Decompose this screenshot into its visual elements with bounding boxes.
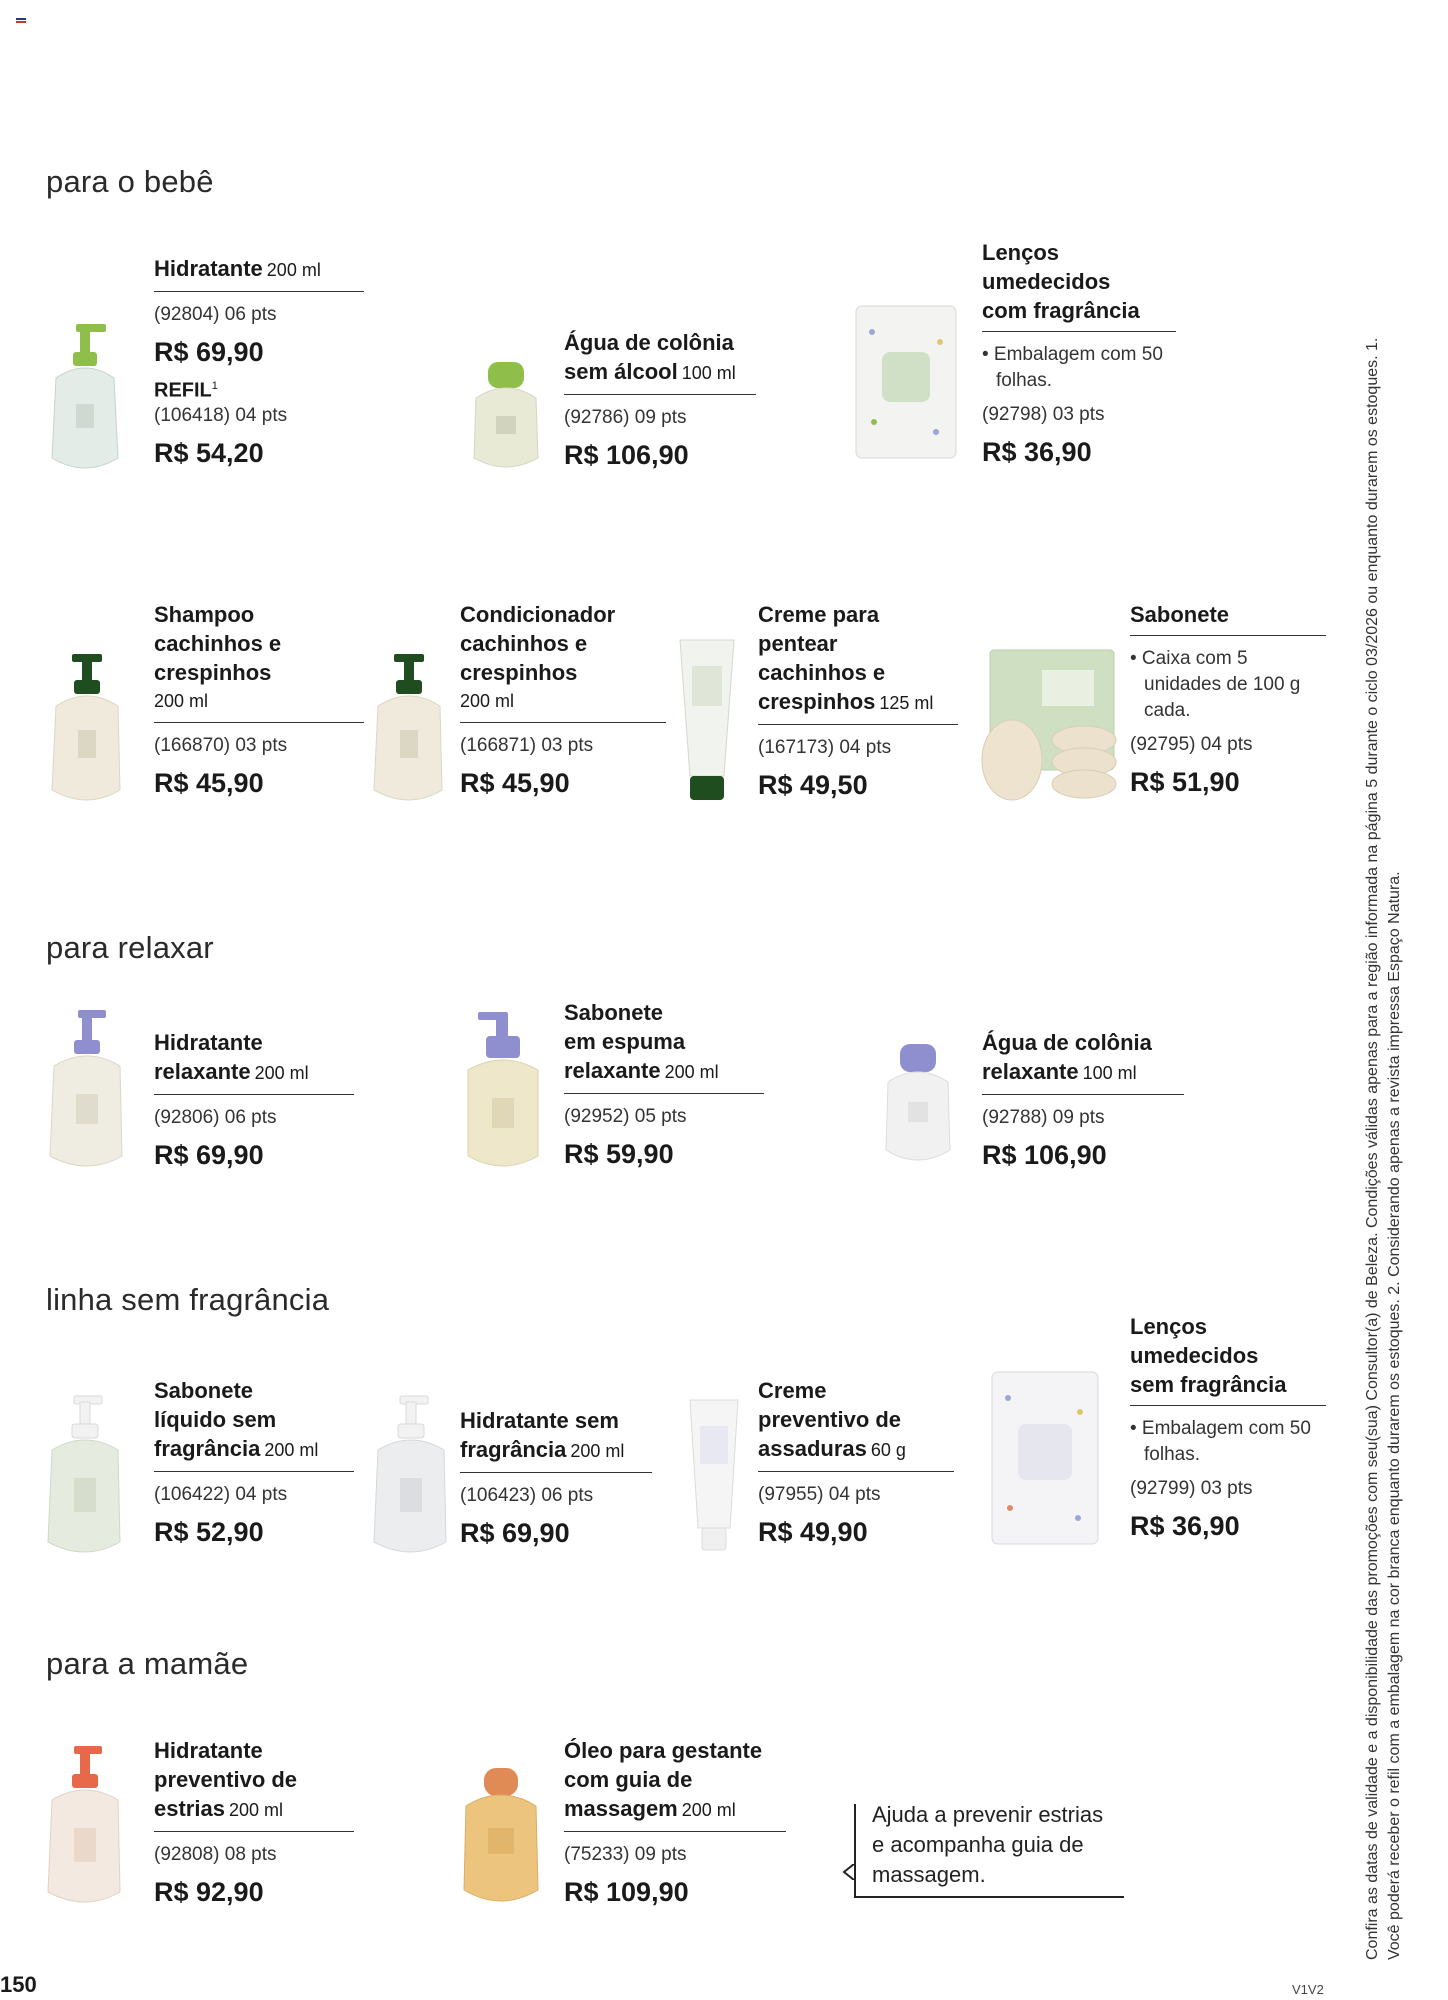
product-price: R$ 69,90 [154,337,264,367]
product-code: (75233) 09 pts [564,1844,687,1865]
product-code: (92788) 09 pts [982,1107,1105,1128]
product-hidratante-relaxante: Hidratante relaxante 200 ml (92806) 06 pts R$ 69,90 [154,1028,354,1171]
product-code: (92798) 03 pts [982,404,1105,425]
product-price: R$ 36,90 [982,437,1092,467]
product-code: (106422) 04 pts [154,1484,288,1505]
legal-note: Confira as datas de validade e a disponibilidade das promoções com seu(sua) Consultor(a) de Beleza. Condições válidas apenas para a região informada na página 5 durante o ciclo 03/2026 ou enquanto durarem os estoques. 1. Você poderá receber o refil com a embalagem na cor branca enquanto durarem os estoques. 2. Considerando apenas a revista impressa Espaço Natura. [1364,337,1403,1960]
product-code: (92799) 03 pts [1130,1478,1253,1499]
product-price: R$ 106,90 [982,1140,1107,1170]
product-description: • Embalagem com 50 folhas. [982,344,1163,391]
shampoo-bottle-image [42,650,132,810]
creme-assaduras-tube-image [684,1396,744,1556]
product-lencos-com-fragrancia: Lenços umedecidos com fragrância • Embalagem com 50 folhas. (92798) 03 pts R$ 36,90 [982,238,1176,468]
hidratante-bottle-image [40,318,130,478]
product-sabonete: Sabonete • Caixa com 5 unidades de 100 g cada. (92795) 04 pts R$ 51,90 [1130,600,1326,798]
product-code: (92806) 06 pts [154,1107,277,1128]
product-shampoo-cachinhos: Shampoo cachinhos e crespinhos 200 ml (166870) 03 pts R$ 45,90 [154,600,364,799]
footnote-ref: 1 [211,380,218,392]
product-code: (97955) 04 pts [758,1484,881,1505]
product-price: R$ 49,90 [758,1517,868,1547]
section-title-relax: para relaxar [46,930,214,965]
product-code: (92808) 08 pts [154,1844,277,1865]
product-oleo-gestante: Óleo para gestante com guia de massagem 200 ml (75233) 09 pts R$ 109,90 [564,1736,786,1908]
product-agua-colonia-sem-alcool: Água de colônia sem álcool 100 ml (92786) 09 pts R$ 106,90 [564,328,756,471]
product-code: (92804) 06 pts [154,304,277,325]
product-code: (92786) 09 pts [564,407,687,428]
product-hidratante [154,254,364,469]
agua-colonia-bottle-image [466,358,546,474]
menu-icon[interactable] [16,18,26,26]
product-agua-colonia-relaxante: Água de colônia relaxante 100 ml (92788) 09 pts R$ 106,90 [982,1028,1184,1171]
refil-code: (106418) 04 pts [154,404,288,426]
hidratante-relaxante-bottle-image [42,1006,132,1176]
product-volume: 200 ml [266,260,321,280]
product-price: R$ 51,90 [1130,767,1240,797]
sabonete-espuma-bottle-image [458,1006,548,1176]
product-price: R$ 45,90 [154,768,264,798]
product-hidratante-estrias: Hidratante preventivo de estrias 200 ml (92808) 08 pts R$ 92,90 [154,1736,354,1908]
product-price: R$ 92,90 [154,1877,264,1907]
section-title-fragrance-free: linha sem fragrância [46,1282,330,1317]
creme-pentear-tube-image [674,636,740,806]
product-code: (106423) 06 pts [460,1485,594,1506]
product-lencos-sem-fragrancia: Lenços umedecidos sem fragrância • Embalagem com 50 folhas. (92799) 03 pts R$ 36,90 [1130,1312,1326,1542]
lencos-package-image [852,302,960,462]
refil-label: REFIL [154,379,212,402]
product-creme-assaduras: Creme preventivo de assaduras 60 g (97955) 04 pts R$ 49,90 [758,1376,954,1548]
product-name: Hidratante [154,256,263,281]
callout-text: Ajuda a prevenir estrias e acompanha guia de massagem. [872,1802,1104,1887]
page-number: 150 [0,1972,37,1997]
product-condicionador-cachinhos: Condicionador cachinhos e crespinhos 200 ml (166871) 03 pts R$ 45,90 [460,600,666,799]
product-description: • Embalagem com 50 folhas. [1130,1418,1311,1465]
product-description: • Caixa com 5 unidades de 100 g cada. [1130,648,1301,721]
agua-colonia-relaxante-bottle-image [878,1040,958,1170]
refil-price: R$ 54,20 [154,437,264,468]
product-price: R$ 52,90 [154,1517,264,1547]
edition-label: V1V2 [1292,1982,1324,1997]
product-price: R$ 106,90 [564,440,689,470]
product-sabonete-espuma-relaxante: Sabonete em espuma relaxante 200 ml (92952) 05 pts R$ 59,90 [564,998,764,1170]
callout-box [852,1800,1122,1900]
product-code: (167173) 04 pts [758,737,892,758]
product-price: R$ 69,90 [154,1140,264,1170]
product-price: R$ 49,50 [758,770,868,800]
product-price: R$ 59,90 [564,1139,674,1169]
section-title-baby: para o bebê [46,164,214,199]
hidratante-estrias-bottle-image [40,1742,130,1912]
product-price: R$ 69,90 [460,1518,570,1548]
product-hidratante-sem-fragrancia: Hidratante sem fragrância 200 ml (106423) 06 pts R$ 69,90 [460,1406,652,1549]
callout-pointer-icon [842,1864,854,1880]
section-title-mom: para a mamãe [46,1646,249,1681]
product-creme-pentear: Creme para pentear cachinhos e crespinhos 125 ml (167173) 04 pts R$ 49,50 [758,600,958,801]
condicionador-bottle-image [364,650,454,810]
sabonete-box-image [972,630,1132,810]
product-sabonete-liquido-sem-fragrancia: Sabonete líquido sem fragrância 200 ml (106422) 04 pts R$ 52,90 [154,1376,354,1548]
product-code: (92795) 04 pts [1130,734,1253,755]
product-code: (92952) 05 pts [564,1106,687,1127]
product-code: (166870) 03 pts [154,735,288,756]
product-price: R$ 45,90 [460,768,570,798]
product-price: R$ 109,90 [564,1877,689,1907]
lencos-sem-fragrancia-package-image [988,1368,1102,1548]
product-code: (166871) 03 pts [460,735,594,756]
product-price: R$ 36,90 [1130,1511,1240,1541]
oleo-gestante-bottle-image [456,1764,546,1914]
sabonete-liquido-bottle-image [40,1392,130,1562]
hidratante-sem-fragrancia-bottle-image [366,1392,456,1562]
